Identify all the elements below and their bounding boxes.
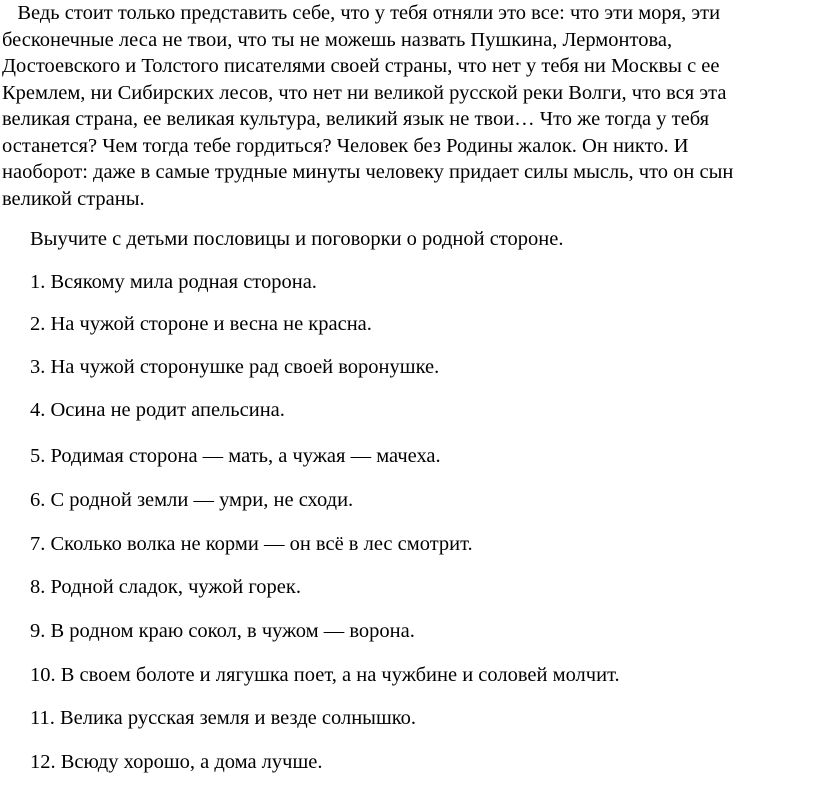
proverb-item: 3. На чужой сторонушке рад своей воронушке.	[30, 356, 440, 378]
paragraph-line: Кремлем, ни Сибирских лесов, что нет ни великой русской реки Волги, что вся эта	[2, 81, 727, 104]
paragraph-line: наоборот: даже в самые трудные минуты человеку придает силы мысль, что он сын	[2, 161, 734, 183]
paragraph-line: Ведь стоит только представить себе, что у тебя отняли это все: что эти моря, эти	[2, 2, 721, 24]
proverb-item: 5. Родимая сторона — мать, а чужая — мачеха.	[30, 445, 441, 467]
proverb-item: 7. Сколько волка не корми — он всё в лес смотрит.	[30, 533, 473, 555]
paragraph-line: Достоевского и Толстого писателями своей страны, что нет у тебя ни Москвы с ее	[2, 55, 720, 77]
proverbs-intro: Выучите с детьми пословицы и поговорки о родной стороне.	[30, 228, 564, 250]
paragraph-line: останется? Чем тогда тебе гордиться? Человек без Родины жалок. Он никто. И	[2, 134, 689, 157]
paragraph-line: великой страны.	[2, 187, 145, 210]
proverb-item: 1. Всякому мила родная сторона.	[30, 271, 317, 293]
proverb-item: 11. Велика русская земля и везде солнышко.	[30, 707, 417, 729]
proverb-item: 6. С родной земли — умри, не сходи.	[30, 489, 354, 511]
main-paragraph	[2, 0, 814, 212]
proverb-item: 4. Осина не родит апельсина.	[30, 399, 285, 421]
proverb-item: 2. На чужой стороне и весна не красна.	[30, 313, 372, 335]
paragraph-line: великая страна, ее великая культура, великий язык не твои… Что же тогда у тебя	[2, 108, 710, 130]
paragraph-line: бесконечные леса не твои, что ты не можешь назвать Пушкина, Лермонтова,	[2, 28, 673, 51]
proverb-item: 10. В своем болоте и лягушка поет, а на чужбине и соловей молчит.	[30, 664, 620, 686]
proverb-item: 9. В родном краю сокол, в чужом — ворона.	[30, 620, 415, 642]
proverb-item: 8. Родной сладок, чужой горек.	[30, 576, 301, 598]
proverb-item: 12. Всюду хорошо, а дома лучше.	[30, 751, 323, 773]
